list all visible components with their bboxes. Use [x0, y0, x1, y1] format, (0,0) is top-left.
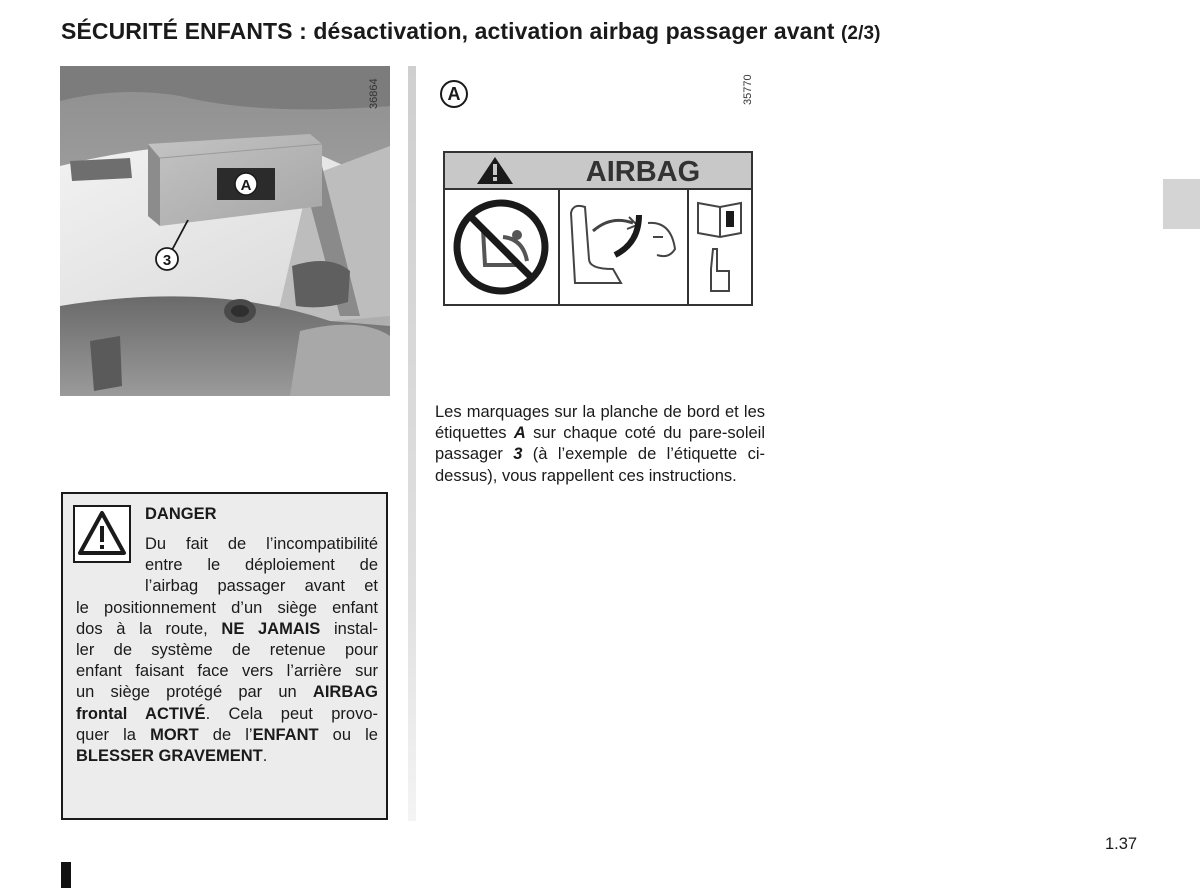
- danger-text-segment: entre le déploiement de: [145, 556, 378, 575]
- danger-text-line: [76, 704, 378, 725]
- danger-text-line: [76, 598, 378, 619]
- danger-text-segment: de l’: [198, 725, 253, 744]
- danger-text-segment: frontal ACTIVÉ: [76, 704, 206, 723]
- danger-text-line: [76, 619, 378, 640]
- danger-text-segment: un siège protégé par un: [76, 683, 313, 702]
- danger-text-segment: le positionnement d’un siège enfant: [76, 598, 378, 617]
- danger-text-line: [145, 555, 378, 576]
- danger-text-line: [76, 640, 378, 661]
- danger-text-segment: enfant faisant face vers l’arrière sur: [76, 662, 378, 681]
- caption-text-1: Les marquages sur la planche de bord et les étiquettes: [435, 403, 765, 443]
- danger-text-segment: . Cela peut provo-: [205, 704, 379, 723]
- corner-mark: [61, 862, 71, 888]
- airbag-warning-label: [443, 151, 753, 306]
- danger-text-segment: .: [262, 746, 268, 765]
- danger-text-segment: NE JAMAIS: [221, 619, 321, 638]
- danger-text-segment: Du fait de l’incompatibilité: [145, 535, 378, 553]
- danger-text-line: [76, 661, 378, 682]
- danger-text-segment: AIRBAG: [312, 683, 378, 702]
- caption-text-3: (à l’exemple de l’étiquette ci-dessus), vous rappellent ces instructions.: [435, 445, 766, 485]
- danger-text-segment: ENFANT: [252, 725, 319, 744]
- page-title: [61, 18, 881, 45]
- section-tab-marker: [1163, 179, 1200, 229]
- caption-text-2: sur chaque coté du pare-soleil passager: [435, 424, 765, 464]
- danger-text-line: [76, 725, 378, 746]
- title-text: SÉCURITÉ ENFANTS : désactivation, activation airbag passager avant: [61, 18, 835, 44]
- danger-text-segment: l’airbag passager avant et: [145, 577, 378, 596]
- danger-text-segment: BLESSER GRAVEMENT: [76, 746, 263, 765]
- danger-warning-box: [61, 492, 388, 820]
- caption-label-ref: A: [513, 424, 526, 443]
- label-caption: [435, 402, 765, 487]
- danger-title: DANGER: [145, 505, 217, 523]
- visor-label-callout: A: [240, 177, 252, 194]
- danger-text-line: [76, 746, 378, 767]
- photo-reference-code: 36864: [368, 78, 380, 110]
- danger-text-line: [145, 534, 378, 555]
- column-divider: [408, 66, 416, 821]
- danger-text-segment: quer la: [76, 725, 151, 744]
- danger-text-segment: MORT: [150, 725, 199, 744]
- caption-number-ref: 3: [513, 445, 523, 464]
- sun-visor-photo: [60, 66, 390, 396]
- danger-text-segment: dos à la route,: [76, 619, 222, 638]
- airbag-label-heading: AIRBAG: [585, 156, 701, 188]
- danger-text-segment: instal-: [320, 619, 378, 638]
- danger-text-line: [145, 576, 378, 597]
- title-part: (2/3): [840, 23, 881, 44]
- page-number: 1.37: [1105, 835, 1138, 853]
- figure-reference-code: 35770: [742, 74, 754, 106]
- figure-label: A: [440, 80, 468, 108]
- danger-text-segment: ou le: [318, 725, 378, 744]
- danger-body: [76, 534, 378, 767]
- visor-number-callout: 3: [162, 252, 172, 269]
- danger-text-line: [76, 682, 378, 703]
- danger-text-segment: ler de système de retenue pour: [76, 640, 378, 659]
